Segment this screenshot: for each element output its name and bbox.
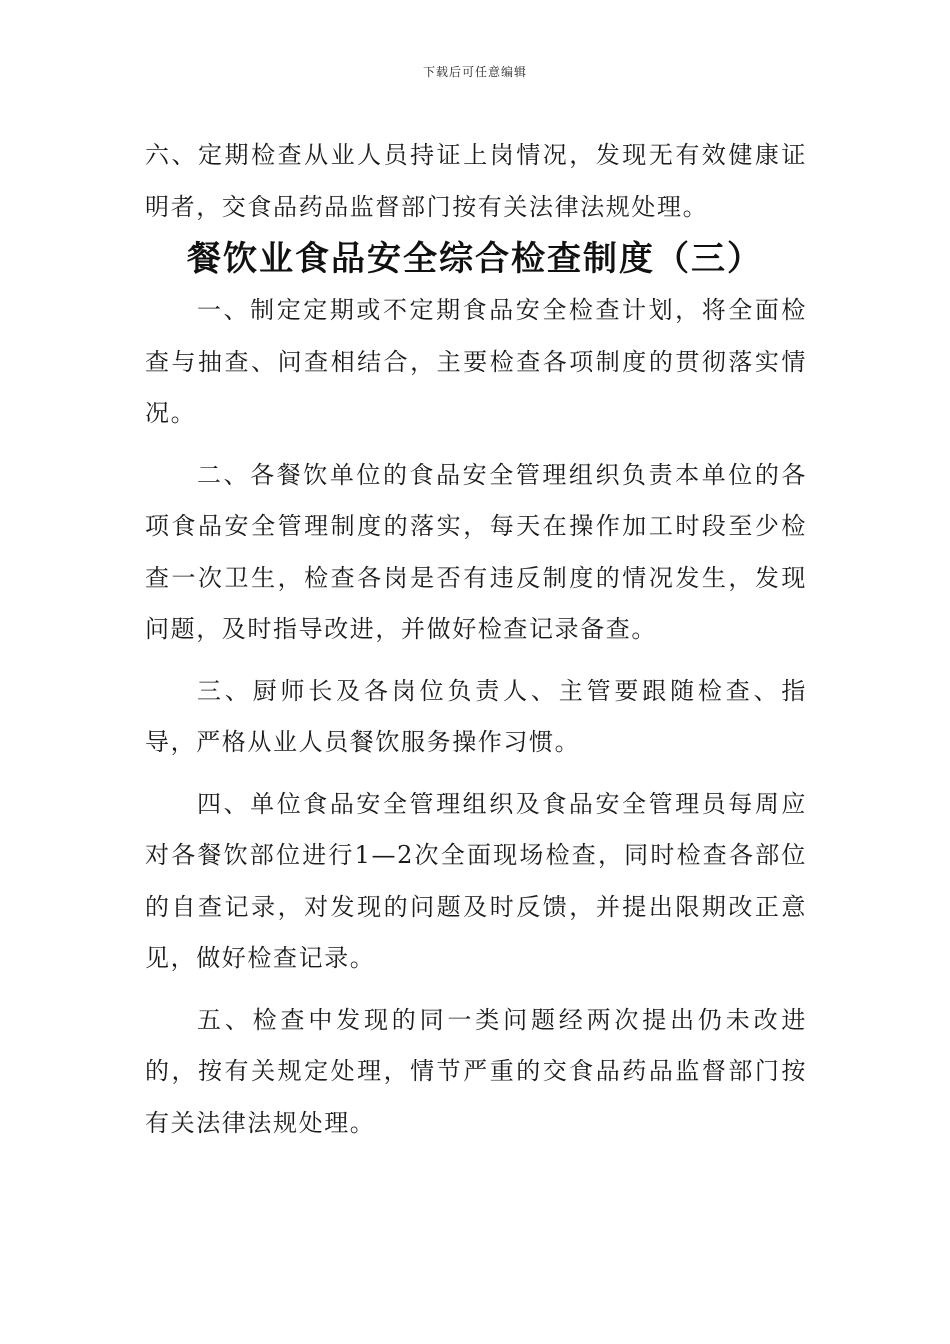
paragraph-gap xyxy=(145,769,807,779)
paragraph-3: 三、厨师长及各岗位负责人、主管要跟随检查、指导，严格从业人员餐饮服务操作习惯。 xyxy=(145,676,807,756)
document-title: 餐饮业食品安全综合检查制度（三） xyxy=(187,239,763,279)
paragraph-2: 二、各餐饮单位的食品安全管理组织负责本单位的各项食品安全管理制度的落实，每天在操作加工时段至少检查一次卫生，检查各岗是否有违反制度的情况发生，发现问题，及时指导改进，并做好检查记录备查。 xyxy=(145,460,807,643)
paragraph-gap xyxy=(145,985,807,995)
document-body xyxy=(145,130,807,1149)
paragraph-4: 四、单位食品安全管理组织及食品安全管理员每周应对各餐饮部位进行1—2次全面现场检查，同时检查各部位的自查记录，对发现的问题及时反馈，并提出限期改正意见，做好检查记录。 xyxy=(145,789,807,972)
paragraph-gap xyxy=(145,440,807,450)
intro-paragraph: 六、定期检查从业人员持证上岗情况，发现无有效健康证明者，交食品药品监督部门按有关法律法规处理。 xyxy=(145,141,807,221)
paragraph-gap xyxy=(145,656,807,666)
paragraph-5: 五、检查中发现的同一类问题经两次提出仍未改进的，按有关规定处理，情节严重的交食品药品监督部门按有关法律法规处理。 xyxy=(145,1005,807,1137)
paragraph-1: 一、制定定期或不定期食品安全检查计划，将全面检查与抽查、问查相结合，主要检查各项制度的贯彻落实情况。 xyxy=(145,296,807,427)
page-header-note: 下载后可任意编辑 xyxy=(422,65,527,79)
